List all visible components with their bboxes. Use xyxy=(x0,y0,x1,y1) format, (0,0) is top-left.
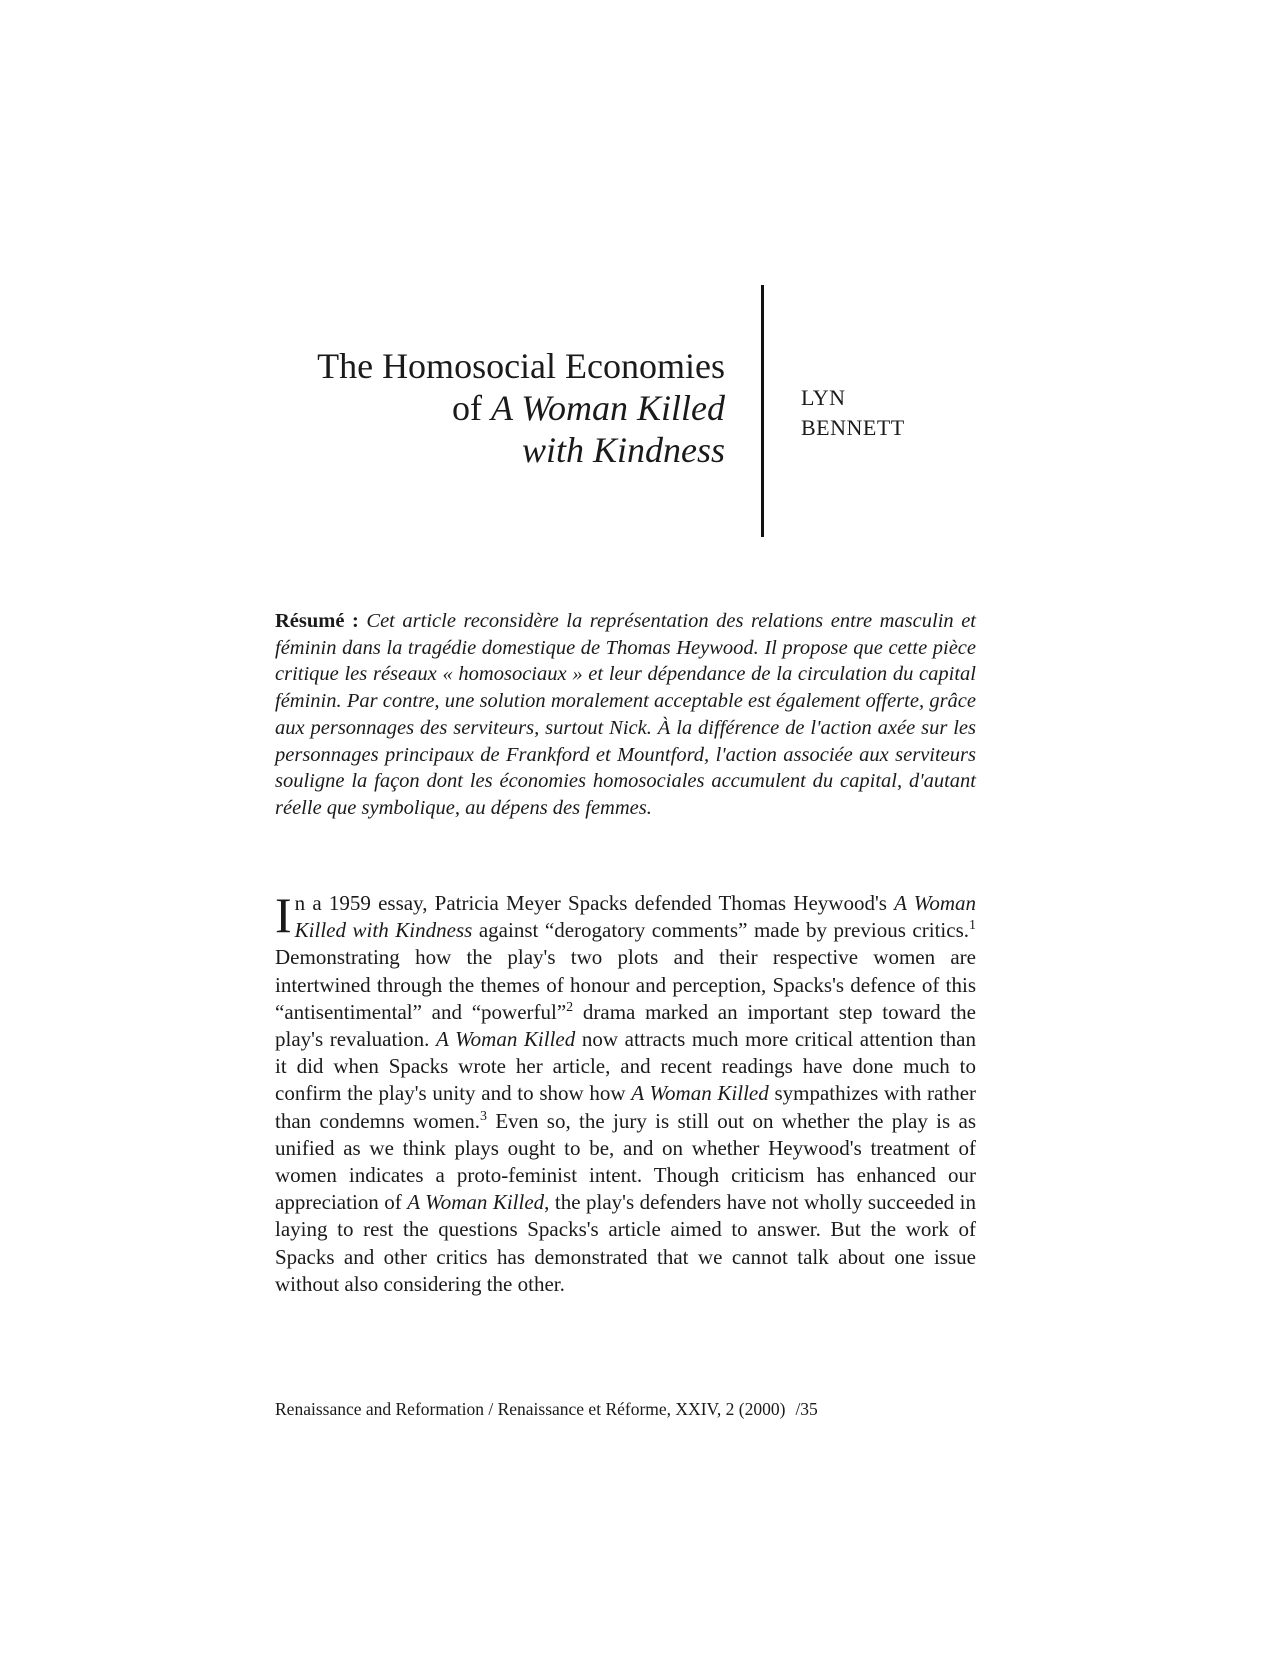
article-title xyxy=(250,345,725,471)
body-italic-title: A Woman Killed xyxy=(631,1081,769,1106)
author-last-name: BENNETT xyxy=(801,415,905,440)
body-text-segment: sympathizes with rather than condemns women. xyxy=(275,1081,977,1133)
title-line-2 xyxy=(250,387,725,429)
drop-cap: I xyxy=(275,887,292,943)
body-text-segment: now attracts much more critical attention than it did when Spacks wrote her article, and recent readings have done much to confirm the play's unity and to show how xyxy=(275,1027,976,1106)
body-text-segment: Demonstrating how the play's two plots and their respective women are intertwined through the themes of honour and perception, Spacks's defence of this “antisentimental” and “powerful” xyxy=(275,945,976,1024)
title-line-2-italic: A Woman Killed xyxy=(490,388,725,428)
page-footer xyxy=(275,1398,818,1420)
title-line-1: The Homosocial Economies xyxy=(317,346,725,386)
body-text-segment: drama marked an important step toward the play's revaluation. xyxy=(275,999,976,1052)
title-line-3-italic: with Kindness xyxy=(521,430,725,470)
body-text-segment: Even so, the jury is still out on whether the play is as unified as we think plays ought to be, and on whether Heywood's treatment of women indicates a proto-feminist intent. Though criticism has enhanced our appreciation of xyxy=(275,1108,976,1215)
footnote-ref-2[interactable]: 2 xyxy=(566,999,574,1015)
abstract xyxy=(275,608,976,822)
body-italic-title: A Woman Killed xyxy=(436,1027,576,1052)
body-italic-title: A Woman Killed with Kindness xyxy=(294,891,976,943)
abstract-label: Résumé : xyxy=(275,610,359,632)
footnote-ref-3[interactable]: 3 xyxy=(480,1108,488,1124)
page-number: /35 xyxy=(795,1399,818,1419)
body-text-segment: n a 1959 essay, Patricia Meyer Spacks defended Thomas Heywood's xyxy=(294,891,895,915)
body-text-segment: against “derogatory comments” made by previous critics. xyxy=(472,918,969,943)
body-paragraph xyxy=(275,887,977,1298)
abstract-text: Cet article reconsidère la représentation des relations entre masculin et féminin dans la tragédie domestique de Thomas Heywood. Il propose que cette pièce critique les réseaux « homosociaux » et leur dépendance de la circulation du capital féminin. Par contre, une solution moralement acceptable est également offerte, grâce aux personnages des serviteurs, surtout Nick. À la différence de l'action axée sur les personnages principaux de Frankford et Mountford, l'action associée aux serviteurs souligne la façon dont les économies homosociales accumulent du capital, d'autant réelle que symbolique, au dépens des femmes. xyxy=(275,610,976,819)
body-text-segment: , the play's defenders have not wholly succeeded in laying to rest the questions Spacks's article aimed to answer. But the work of Spacks and other critics has demonstrated that we cannot talk about one issue without also considering the other. xyxy=(275,1190,976,1296)
author-first-name: LYN xyxy=(801,385,846,410)
title-divider-rule xyxy=(761,285,764,537)
title-line-2-prefix: of xyxy=(451,388,491,428)
journal-citation: Renaissance and Reformation / Renaissance et Réforme, XXIV, 2 (2000) xyxy=(275,1399,786,1419)
author-name xyxy=(801,383,905,443)
footnote-ref-1[interactable]: 1 xyxy=(969,918,976,934)
body-italic-title: A Woman Killed xyxy=(407,1190,545,1215)
title-line-3 xyxy=(250,429,725,471)
